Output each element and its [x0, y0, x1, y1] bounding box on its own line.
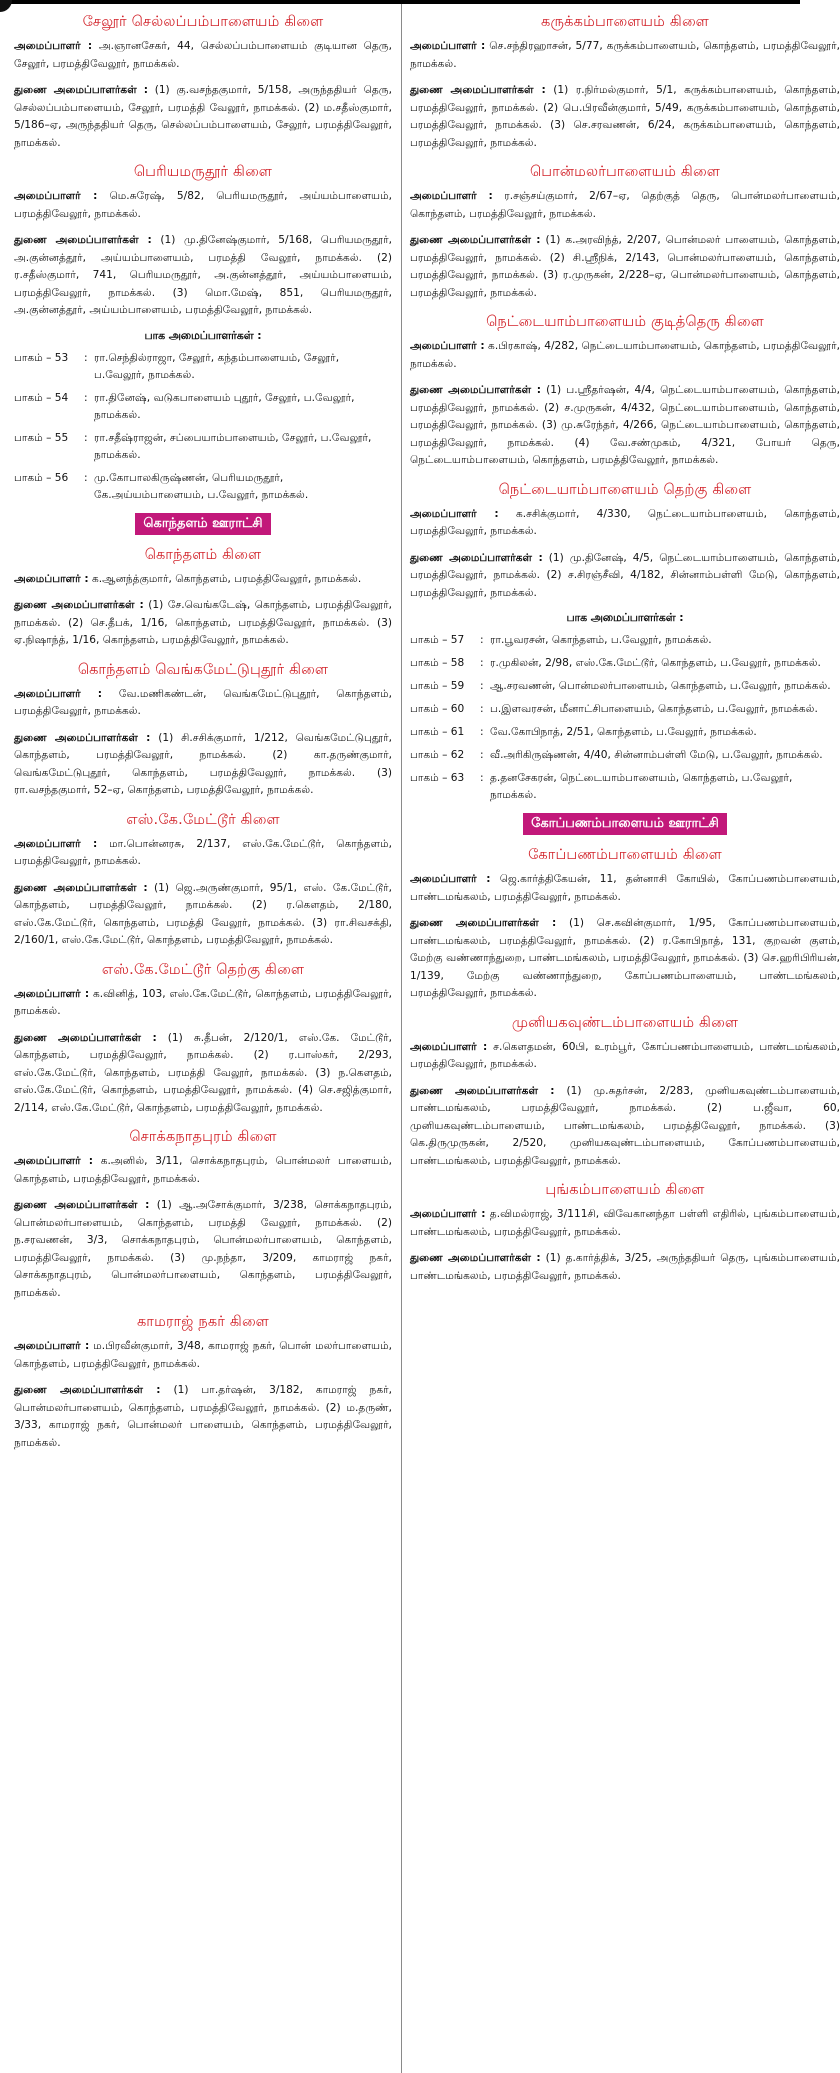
- pagam-text: ஆ.சரவணன், பொன்மலர்பாளையம், கொந்தளம், ப.வேலூர், நாமக்கல்.: [490, 680, 831, 692]
- entry-label: அமைப்பாளர் :: [14, 687, 103, 700]
- entry-label: அமைப்பாளர் :: [410, 507, 499, 520]
- pagam-row: [14, 350, 392, 384]
- entry-label: அமைப்பாளர் :: [410, 340, 485, 352]
- entry-text: செ.சந்திரஹாசன், 5/77, கருக்கம்பாளையம், கொந்தளம், பரமத்திவேலூர், நாமக்கல்.: [410, 40, 840, 70]
- entry-text: (1) மு.தினேஷ்குமார், 5/168, பெரியமருதூர், அ.குன்னத்தூர், அய்யம்பாளையம், பரமத்தி வேலூர், நாமக்கல். (2) ர.சதீஸ்குமார், 741, பெரியமருதூர், அ.குன்னத்தூர், அய்யம்பாளையம், பரமத்திவேலூர், நாமக்கல். (3) மொ.மேஷ், 851, பெரியமருதூர், அ.குன்னத்தூர், அய்யம்பாளையம், பரமத்திவேலூர், நாமக்கல்.: [14, 234, 393, 316]
- branch-title: முனியகவுண்டம்பாளையம் கிளை: [511, 1014, 739, 1031]
- branch-title: கொந்தளம் கிளை: [144, 546, 262, 563]
- member-entry: [14, 82, 392, 152]
- branch-title: எஸ்.கே.மேட்டூர் தெற்கு கிளை: [101, 961, 305, 978]
- branch-section: [14, 1129, 392, 1302]
- entry-label: துணை அமைப்பாளர்கள் :: [410, 84, 546, 96]
- entry-label: அமைப்பாளர் :: [14, 40, 93, 52]
- pagam-number: பாகம் – 61: [410, 726, 465, 738]
- entry-label: துணை அமைப்பாளர்கள் :: [14, 1031, 157, 1044]
- branch-title: எஸ்.கே.மேட்டூர் கிளை: [126, 811, 280, 828]
- branch-title: நெட்டையாம்பாளையம் தெற்கு கிளை: [498, 481, 752, 498]
- branch-section: [410, 14, 840, 152]
- entry-text: மெ.சுரேஷ், 5/82, பெரியமருதூர், அய்யம்பாளையம், பரமத்திவேலூர், நாமக்கல்.: [14, 190, 392, 220]
- branch-title: கருக்கம்பாளையம் கிளை: [541, 14, 709, 30]
- entry-label: துணை அமைப்பாளர்கள் :: [14, 599, 144, 611]
- entry-label: துணை அமைப்பாளர்கள் :: [14, 881, 148, 894]
- branch-section: [410, 847, 840, 1003]
- entry-text: க.சசிக்குமார், 4/330, நெட்டையாம்பாளையம், கொந்தளம், பரமத்திவேலூர், நாமக்கல்.: [410, 507, 840, 537]
- branch-section: [14, 662, 392, 800]
- pagam-row: [14, 470, 392, 504]
- pagam-heading: பாக அமைப்பாளர்கள் :: [144, 328, 262, 342]
- entry-label: அமைப்பாளர் :: [410, 190, 493, 202]
- colon-separator: :: [84, 471, 88, 484]
- entry-text: (1) ப.ஸ்ரீதர்ஷன், 4/4, நெட்டையாம்பாளையம், கொந்தளம், பரமத்திவேலூர், நாமக்கல். (2) ச.முருகன், 4/432, நெட்டையாம்பாளையம், கொந்தளம், பரமத்திவேலூர், நாமக்கல். (3) மு.சுரேந்தர், 4/266, நெட்டையாம்பாளையம், கொந்தளம், பரமத்திவேலூர், நாமக்கல். (4) வே.சண்முகம், 4/321, போயர் தெரு, நெட்டையாம்பாளையம், கொந்தளம், பரமத்திவேலூர், நாமக்கல்.: [410, 384, 840, 466]
- entry-label: அமைப்பாளர் :: [14, 1155, 93, 1167]
- branch-section: [14, 547, 392, 650]
- branch-section: [410, 1182, 840, 1285]
- branch-section: [14, 14, 392, 152]
- colon-separator: :: [84, 351, 88, 364]
- pagam-text: ப.இளவரசன், மீனாட்சிபாளையம், கொந்தளம், ப.வேலூர், நாமக்கல்.: [490, 703, 818, 715]
- entry-text: (1) மு.சுதர்சன், 2/283, முனியகவுண்டம்பாளையம், பாண்டமங்கலம், பரமத்திவேலூர், நாமக்கல். (2) ப.ஜீவா, 60, முனியகவுண்டம்பாளையம், பாண்டமங்கலம், பரமத்திவேலூர், நாமக்கல். (3) கெ.திருமுருகன், 2/520, முனியகவுண்டம்பாளையம், கோப்பணம்பாளையம், பாண்டமங்கலம், பரமத்திவேலூர், நாமக்கல்.: [410, 1084, 840, 1167]
- entry-text: ச.கௌதமன், 60பி, உரம்பூர், கோப்பணம்பாளையம், பாண்டமங்கலம், பரமத்திவேலூர், நாமக்கல்.: [410, 1040, 840, 1070]
- member-entry: [14, 232, 392, 320]
- entry-text: (1) சு.தீபன், 2/120/1, எஸ்.கே. மேட்டூர், கொந்தளம், பரமத்திவேலூர், நாமக்கல். (2) ர.பாஸ்கர், 2/293, எஸ்.கே.மேட்டூர், கொந்தளம், பரமத்தி வேலூர், நாமக்கல். (3) ந.கௌதம், எஸ்.கே.மேட்டூர், கொந்தளம், பரமத்திவேலூர், நாமக்கல். (4) செ.சஜித்குமார், 2/114, எஸ்.கே.மேட்டூர், கொந்தளம், பரமத்திவேலூர், நாமக்கல்.: [14, 1031, 393, 1114]
- entry-label: துணை அமைப்பாளர்கள் :: [410, 551, 543, 564]
- member-entry: [14, 880, 392, 950]
- colon-separator: :: [84, 391, 88, 404]
- colon-separator: :: [480, 703, 484, 715]
- right-column: [402, 6, 840, 1294]
- member-entry: [410, 1039, 840, 1074]
- member-entry: [410, 338, 840, 373]
- entry-text: (1) சே.வெங்கடேஷ், கொந்தளம், பரமத்திவேலூர், நாமக்கல். (2) செ.தீபக், 1/16, கொந்தளம், பரமத்திவேலூர், நாமக்கல். (3) ஏ.நிஷாந்த், 1/16, கொந்தளம், பரமத்திவேலூர், நாமக்கல்.: [14, 599, 393, 646]
- entry-label: அமைப்பாளர் :: [14, 572, 89, 585]
- colon-separator: :: [480, 680, 484, 692]
- member-entry: [410, 38, 840, 73]
- panchayat-banner: கோப்பணம்பாளையம் ஊராட்சி: [523, 813, 727, 835]
- entry-text: வே.மணிகண்டன், வெங்கமேட்டுபுதூர், கொந்தளம், பரமத்திவேலூர், நாமக்கல்.: [14, 687, 392, 717]
- branch-title: சொக்கநாதபுரம் கிளை: [129, 1129, 277, 1145]
- pagam-row: [410, 747, 840, 764]
- member-entry: [410, 82, 840, 152]
- member-entry: [14, 730, 392, 800]
- member-entry: [14, 1153, 392, 1188]
- entry-label: துணை அமைப்பாளர்கள் :: [410, 1084, 555, 1097]
- left-column-content: [0, 14, 400, 1452]
- entry-label: அமைப்பாளர் :: [410, 1040, 488, 1053]
- member-entry: [14, 1338, 392, 1373]
- member-entry: [14, 188, 392, 223]
- member-entry: [14, 571, 392, 589]
- entry-text: மா.பொன்னரசு, 2/137, எஸ்.கே.மேட்டூர், கொந்தளம், பரமத்திவேலூர், நாமக்கல்.: [14, 837, 392, 867]
- pagam-number: பாகம் – 60: [410, 703, 465, 715]
- entry-text: (1) ஜெ.அருண்குமார், 95/1, எஸ். கே.மேட்டூர், கொந்தளம், பரமத்திவேலூர், நாமக்கல். (2) ர.கௌதம், 2/180, எஸ்.கே.மேட்டூர், கொந்தளம், பரமத்தி வேலூர், நாமக்கல். (3) ரா.சிவசக்தி, 2/160/1, எஸ்.கே.மேட்டூர், கொந்தளம், பரமத்திவேலூர், நாமக்கல்.: [14, 881, 392, 946]
- branch-title: சேலூர் செல்லப்பம்பாளையம் கிளை: [82, 14, 324, 30]
- branch-title: பொன்மலர்பாளையம் கிளை: [530, 164, 720, 180]
- member-entry: [410, 1206, 840, 1241]
- pagam-number: பாகம் – 56: [14, 471, 69, 484]
- entry-label: துணை அமைப்பாளர்கள் :: [410, 384, 541, 396]
- member-entry: [410, 188, 840, 223]
- colon-separator: :: [480, 634, 484, 646]
- pagam-text: மு.கோபாலகிருஷ்ணன், பெரியமருதூர், கே.அய்யம்பாளையம், ப.வேலூர், நாமக்கல்.: [94, 471, 309, 501]
- member-entry: [410, 1250, 840, 1285]
- entry-text: க.பிரகாஷ், 4/282, நெட்டையாம்பாளையம், கொந்தளம், பரமத்திவேலூர், நாமக்கல்.: [410, 340, 840, 370]
- pagam-row: [410, 724, 840, 741]
- branch-title: பெரியமருதூர் கிளை: [133, 164, 273, 180]
- colon-separator: :: [84, 431, 88, 444]
- branch-title: நெட்டையாம்பாளையம் குடித்தெரு கிளை: [486, 314, 764, 330]
- entry-label: துணை அமைப்பாளர்கள் :: [14, 1384, 161, 1396]
- pagam-number: பாகம் – 59: [410, 680, 465, 692]
- entry-text: (1) க.அரவிந்த், 2/207, பொன்மலர் பாளையம், கொந்தளம், பரமத்திவேலூர், நாமக்கல். (2) சி.ஸ்ரீநிக், 2/143, பொன்மலர்பாளையம், கொந்தளம், பரமத்திவேலூர், நாமக்கல். (3) ர.முருகன், 2/228–ஏ, பொன்மலர்பாளையம், கொந்தளம், பரமத்திவேலூர், நாமக்கல்.: [410, 234, 840, 299]
- pagam-number: பாகம் – 63: [410, 772, 465, 784]
- member-entry: [410, 915, 840, 1003]
- member-entry: [14, 597, 392, 650]
- entry-text: (1) செ.கவின்குமார், 1/95, கோப்பணம்பாளையம், பாண்டமங்கலம், பரமத்திவேலூர், நாமக்கல். (2) ர.கோபிநாத், 131, குறவன் குளம், மேற்கு வண்ணாந்துறை, பாண்டமங்கலம், பரமத்திவேலூர், நாமக்கல். (3) செ.ஹரிபிரியன், 1/139, மேற்கு வண்ணாந்துறை, கோப்பணம்பாளையம், பாண்டமங்கலம், பரமத்திவேலூர், நாமக்கல்.: [410, 917, 840, 999]
- pagam-row: [14, 430, 392, 464]
- branch-title: புங்கம்பாளையம் கிளை: [545, 1182, 705, 1198]
- entry-text: ர.சஞ்சய்குமார், 2/67–ஏ, தெற்குத் தெரு, பொன்மலர்பாளையம், கொந்தளம், பரமத்திவேலூர், நாமக்கல்.: [410, 190, 840, 220]
- entry-label: துணை அமைப்பாளர்கள் :: [14, 731, 151, 744]
- branch-section: [410, 314, 840, 470]
- entry-text: ம.பிரவீன்குமார், 3/48, காமராஜ் நகர், பொன் மலர்பாளையம், கொந்தளம், பரமத்திவேலூர், நாமக்கல்.: [14, 1340, 392, 1370]
- pagam-text: ர.முகிலன், 2/98, எஸ்.கே.மேட்டூர், கொந்தளம், ப.வேலூர், நாமக்கல்.: [490, 657, 821, 669]
- entry-text: (1) மு.தினேஷ், 4/5, நெட்டையாம்பாளையம், கொந்தளம், பரமத்திவேலூர், நாமக்கல். (2) ச.சிரஞ்சீவி, 4/182, சின்னாம்பள்ளி மேடு, கொந்தளம், பரமத்திவேலூர், நாமக்கல்.: [410, 551, 840, 599]
- entry-text: க.அனில், 3/11, சொக்கநாதபுரம், பொன்மலர் பாளையம், கொந்தளம், பரமத்திவேலூர், நாமக்கல்.: [14, 1155, 392, 1185]
- entry-text: க.ஆனந்த்குமார், கொந்தளம், பரமத்திவேலூர், நாமக்கல்.: [92, 572, 362, 585]
- left-column: [0, 6, 400, 1461]
- entry-label: அமைப்பாளர் :: [410, 873, 491, 885]
- pagam-row: [410, 632, 840, 649]
- member-entry: [14, 986, 392, 1021]
- pagam-row: [410, 770, 840, 804]
- branch-title: காமராஜ் நகர் கிளை: [137, 1314, 269, 1330]
- entry-label: துணை அமைப்பாளர்கள் :: [14, 1199, 150, 1211]
- branch-section: [14, 962, 392, 1118]
- entry-text: (1) ர.நிர்மல்குமார், 5/1, கருக்கம்பாளையம், கொந்தளம், பரமத்திவேலூர், நாமக்கல். (2) பெ.பிரவீன்குமார், 5/49, கருக்கம்பாளையம், கொந்தளம், பரமத்திவேலூர், நாமக்கல். (3) செ.சரவணன், 6/24, கருக்கம்பாளையம், கொந்தளம், பரமத்திவேலூர், நாமக்கல்.: [410, 84, 840, 149]
- member-entry: [410, 550, 840, 603]
- entry-text: அ.ஞானசேகர், 44, செல்லப்பம்பாளையம் குடியான தெரு, சேலூர், பரமத்திவேலூர், நாமக்கல்.: [14, 40, 392, 70]
- member-entry: [410, 232, 840, 302]
- colon-separator: :: [480, 772, 484, 784]
- pagam-text: த.தனசேகரன், நெட்டையாம்பாளையம், கொந்தளம், ப.வேலூர், நாமக்கல்.: [490, 772, 793, 801]
- entry-text: ஜெ.கார்த்திகேயன், 11, தன்னாசி கோயில், கோப்பணம்பாளையம், பாண்டமங்கலம், பரமத்திவேலூர், நாமக்கல்.: [410, 873, 840, 903]
- pagam-number: பாகம் – 53: [14, 351, 69, 364]
- pagam-row: [14, 390, 392, 424]
- member-entry: [14, 1030, 392, 1118]
- pagam-text: வே.கோபிநாத், 2/51, கொந்தளம், ப.வேலூர், நாமக்கல்.: [490, 726, 757, 738]
- member-entry: [14, 38, 392, 73]
- branch-title: கோப்பணம்பாளையம் கிளை: [528, 847, 722, 863]
- pagam-row: [410, 678, 840, 695]
- pagam-text: ரா.செந்தில்ராஜா, சேலூர், கந்தம்பாளையம், சேலூர், ப.வேலூர், நாமக்கல்.: [94, 351, 340, 381]
- member-entry: [410, 871, 840, 906]
- member-entry: [410, 1083, 840, 1171]
- pagam-text: ரா.தினேஷ், வடுகபாளையம் புதூர், சேலூர், ப.வேலூர், நாமக்கல்.: [94, 391, 355, 421]
- right-column-content: [402, 14, 840, 1285]
- pagam-number: பாகம் – 54: [14, 391, 69, 404]
- branch-title: கொந்தளம் வெங்கமேட்டுபுதூர் கிளை: [77, 661, 329, 678]
- panchayat-banner-wrap: [410, 812, 840, 835]
- pagam-row: [410, 655, 840, 672]
- branch-section: [410, 482, 840, 603]
- entry-text: (1) கு.வசந்தகுமார், 5/158, அருந்ததியர் தெரு, செல்லப்பம்பாளையம், சேலூர், பரமத்தி வேலூர், நாமக்கல். (2) ம.சதீஸ்குமார், 5/186–ஏ, அருந்ததியர் தெரு, செல்லப்பம்பாளையம், சேலூர், பரமத்திவேலூர், நாமக்கல்.: [14, 84, 392, 149]
- entry-label: அமைப்பாளர் :: [410, 40, 486, 52]
- entry-text: த.விமல்ராஜ், 3/111சி, விவேகானந்தா பள்ளி எதிரில், புங்கம்பாளையம், பாண்டமங்கலம், பரமத்திவேலூர், நாமக்கல்.: [410, 1208, 840, 1238]
- pagam-section: [410, 611, 840, 804]
- top-rule: [0, 0, 800, 4]
- member-entry: [410, 382, 840, 470]
- colon-separator: :: [480, 657, 484, 669]
- entry-label: அமைப்பாளர் :: [14, 837, 98, 850]
- entry-text: (1) சி.சசிக்குமார், 1/212, வெங்கமேட்டுபுதூர், கொந்தளம், பரமத்திவேலூர், நாமக்கல். (2) கா.தருண்குமார், வெங்கமேட்டுபுதூர், கொந்தளம், பரமத்திவேலூர், நாமக்கல். (3) ரா.வசந்தகுமார், 52–ஏ, கொந்தளம், பரமத்திவேலூர், நாமக்கல்.: [14, 731, 393, 796]
- member-entry: [14, 1197, 392, 1302]
- pagam-section: [14, 329, 392, 504]
- entry-label: துணை அமைப்பாளர்கள் :: [410, 1252, 541, 1264]
- pagam-number: பாகம் – 58: [410, 657, 465, 669]
- member-entry: [14, 836, 392, 871]
- entry-label: துணை அமைப்பாளர்கள் :: [14, 84, 148, 96]
- entry-text: (1) த.கார்த்திக், 3/25, அருந்ததியர் தெரு, புங்கம்பாளையம், பாண்டமங்கலம், பரமத்திவேலூர், நாமக்கல்.: [410, 1252, 840, 1282]
- member-entry: [410, 506, 840, 541]
- pagam-text: ரா.சதீஷ்ராஜன், சப்பையாம்பாளையம், சேலூர், ப.வேலூர், நாமக்கல்.: [94, 431, 372, 461]
- panchayat-banner: கொந்தளம் ஊராட்சி: [135, 513, 270, 535]
- pagam-text: ரா.பூவரசன், கொந்தளம், ப.வேலூர், நாமக்கல்.: [490, 634, 712, 646]
- branch-section: [14, 812, 392, 950]
- entry-text: (1) ஆ.அசோக்குமார், 3/238, சொக்கநாதபுரம், பொன்மலர்பாளையம், கொந்தளம், பரமத்தி வேலூர், நாமக்கல். (2) ந.சரவணன், 3/3, சொக்கநாதபுரம், பொன்மலர்பாளையம், கொந்தளம், பரமத்திவேலூர், நாமக்கல். (3) மு.நந்தா, 3/209, காமராஜ் நகர், சொக்கநாதபுரம், பொன்மலர்பாளையம், கொந்தளம், பரமத்திவேலூர், நாமக்கல்.: [14, 1199, 392, 1299]
- entry-label: அமைப்பாளர் :: [14, 1340, 90, 1352]
- entry-label: அமைப்பாளர் :: [14, 987, 90, 1000]
- pagam-number: பாகம் – 55: [14, 431, 69, 444]
- entry-label: துணை அமைப்பாளர்கள் :: [410, 234, 541, 246]
- entry-text: க.வினித், 103, எஸ்.கே.மேட்டூர், கொந்தளம், பரமத்திவேலூர், நாமக்கல்.: [14, 987, 392, 1017]
- pagam-text: வீ.அரிகிருஷ்ணன், 4/40, சின்னாம்பள்ளி மேடு, ப.வேலூர், நாமக்கல்.: [490, 749, 823, 761]
- pagam-number: பாகம் – 62: [410, 749, 465, 761]
- member-entry: [14, 1382, 392, 1452]
- entry-label: அமைப்பாளர் :: [410, 1208, 486, 1220]
- pagam-row: [410, 701, 840, 718]
- entry-label: துணை அமைப்பாளர்கள் :: [14, 234, 152, 246]
- entry-text: (1) பா.தர்ஷன், 3/182, காமராஜ் நகர், பொன்மலர்பாளையம், கொந்தளம், பரமத்திவேலூர், நாமக்கல். (2) ம.தருண், 3/33, காமராஜ் நகர், பொன்மலர் பாளையம், கொந்தளம், பரமத்திவேலூர், நாமக்கல்.: [14, 1384, 393, 1449]
- branch-section: [14, 164, 392, 320]
- panchayat-banner-wrap: [14, 512, 392, 535]
- branch-section: [14, 1314, 392, 1452]
- entry-label: அமைப்பாளர் :: [14, 190, 98, 202]
- pagam-number: பாகம் – 57: [410, 634, 465, 646]
- entry-label: துணை அமைப்பாளர்கள் :: [410, 917, 557, 929]
- pagam-heading: பாக அமைப்பாளர்கள் :: [566, 611, 684, 624]
- colon-separator: :: [480, 749, 484, 761]
- branch-section: [410, 1015, 840, 1171]
- member-entry: [14, 686, 392, 721]
- colon-separator: :: [480, 726, 484, 738]
- branch-section: [410, 164, 840, 302]
